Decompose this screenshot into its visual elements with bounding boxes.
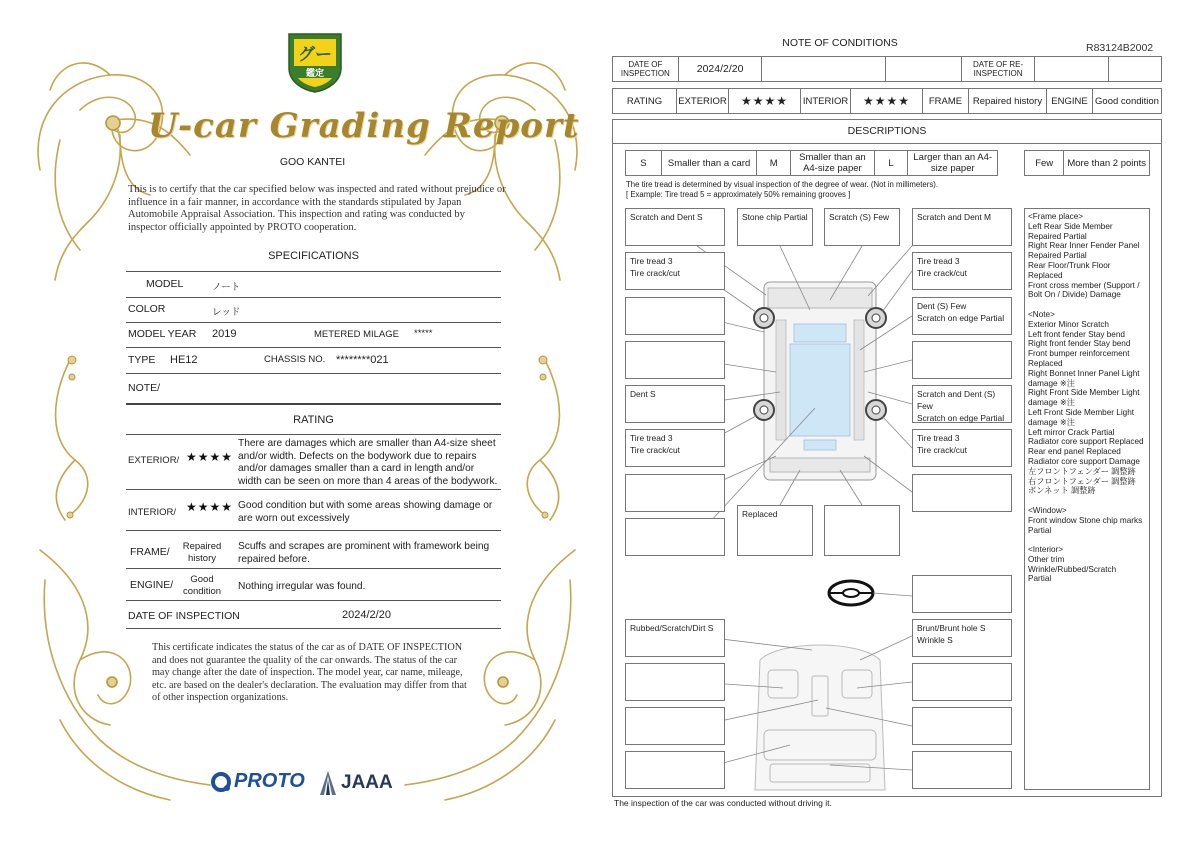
condition-box-front-left-tire: Tire tread 3 Tire crack/cut	[625, 252, 725, 290]
chassis-label: CHASSIS NO.	[264, 354, 326, 365]
condition-box-left-3	[625, 297, 725, 335]
badge-text: グー	[298, 45, 332, 64]
condition-box-right-7	[912, 474, 1012, 512]
condition-box-steering	[912, 575, 1012, 613]
exterior-label: EXTERIOR/	[128, 455, 180, 466]
legend-few-desc: More than 2 points	[1067, 157, 1147, 169]
condition-box-rear-panel: Replaced	[737, 505, 813, 556]
rating-heading: RATING	[293, 414, 334, 426]
model-value: ノート	[212, 282, 241, 293]
condition-box-left-door: Dent S	[625, 385, 725, 423]
exterior-description: There are damages which are smaller than A4-size sheet and/or width. Defects on the bodywork due to repairs and/or damages smaller than a card in length and/or width can be seen on more than 4 areas of the bodywork.	[238, 438, 498, 487]
condition-box-interior-left-3	[625, 707, 725, 745]
report-subtitle: GOO KANTEI	[279, 156, 346, 168]
color-value: レッド	[212, 307, 241, 318]
engine-header: ENGINE	[1047, 89, 1093, 113]
exterior-stars: ★★★★	[186, 450, 234, 464]
frame-label: FRAME/	[130, 546, 170, 558]
condition-box-interior-front-right: Brunt/Brunt hole S Wrinkle S	[912, 619, 1012, 657]
badge-subtext: 鑑定	[305, 68, 324, 78]
exterior-header: EXTERIOR	[677, 89, 729, 113]
date-of-inspection-cell: 2024/2/20	[679, 57, 763, 81]
certification-statement: This is to certify that the car specified below was inspected and rated without prejudice or influence in a fair manner, in accordance with the standards stipulated by Japan Automobile Appraisal Association. This inspection and rating was conducted by inspector officially appointed by PROTO cooperation.	[128, 184, 506, 233]
interior-stars-cell: ★★★★	[851, 89, 923, 113]
interior-header: INTERIOR	[801, 89, 851, 113]
descriptions-heading: DESCRIPTIONS	[847, 125, 927, 137]
condition-box-left-7	[625, 474, 725, 512]
exterior-stars-cell: ★★★★	[729, 89, 801, 113]
condition-box-interior-right-4	[912, 751, 1012, 789]
report-id: R83124B2002	[1086, 42, 1154, 54]
condition-box-right-door: Scratch and Dent (S) Few Scratch on edge Partial	[912, 385, 1012, 423]
engine-description: Nothing irregular was found.	[238, 581, 366, 592]
report-title: U-car Grading Report	[148, 106, 580, 146]
condition-box-rear-right-tire: Tire tread 3 Tire crack/cut	[912, 429, 1012, 467]
frame-header: FRAME	[923, 89, 969, 113]
notes-panel	[1024, 208, 1150, 790]
model-label: MODEL	[146, 278, 184, 290]
model-year-label: MODEL YEAR	[128, 328, 197, 340]
condition-box-interior-right-3	[912, 707, 1012, 745]
chassis-value: ********021	[336, 354, 389, 366]
note-label: NOTE/	[128, 382, 161, 394]
metered-mileage-label: METERED MILAGE	[314, 329, 399, 340]
type-value: HE12	[170, 354, 198, 366]
no-driving-footer: The inspection of the car was conducted without driving it.	[614, 798, 832, 808]
date-of-reinspection-header: DATE OF RE-INSPECTION	[962, 57, 1036, 81]
interior-stars: ★★★★	[186, 500, 234, 514]
condition-box-interior-left-2	[625, 663, 725, 701]
interior-label: INTERIOR/	[128, 507, 177, 518]
frame-value-cell: Repaired history	[969, 89, 1047, 113]
legend-m: M	[757, 151, 791, 175]
steering-wheel-icon	[829, 581, 873, 605]
metered-mileage-value: *****	[414, 328, 433, 339]
rating-header: RATING	[613, 89, 677, 113]
color-label: COLOR	[128, 303, 166, 315]
proto-logo-text: PROTO	[234, 770, 305, 792]
condition-box-windshield: Stone chip Partial	[737, 208, 813, 246]
engine-label: ENGINE/	[130, 579, 174, 591]
legend-s-desc: Smaller than a card	[662, 151, 757, 175]
specifications-heading: SPECIFICATIONS	[268, 250, 359, 262]
condition-box-left-8	[625, 518, 725, 556]
condition-box-left-4	[625, 341, 725, 379]
condition-box-right-fender: Dent (S) Few Scratch on edge Partial	[912, 297, 1012, 335]
notes-panel-text: <Frame place> Left Rear Side Member Repaired Partial Right Rear Inner Fender Panel Repaired Partial Rear Floor/Trunk Floor Replaced Front cross member (Support / Bolt On / Divide) Damage <Note> Exterior Minor Scratch Left front fender Stay bend Right front fender Stay bend Front bumper reinforcement Replaced Right Bonnet Inner Panel Light damage ※注 Right Front Side Member Light damage ※注 Left Front Side Member Light damage ※注 Left mirror Crack Partial Radiator core support Replaced Rear end panel Replaced Radiator core support Damage 左フロントフェンダー 調整跡 右フロントフェンダー 調整跡 ボンネット 調整跡 <Window> Front window Stone chip marks Partial <Interior> Other trim Wrinkle/Rubbed/Scratch Partial	[1028, 212, 1144, 584]
date-of-inspection-header: DATE OF INSPECTION	[613, 57, 679, 81]
jaaa-logo-text: JAAA	[341, 772, 393, 793]
note-title: NOTE OF CONDITIONS	[782, 37, 898, 49]
date-of-inspection-label: DATE OF INSPECTION	[128, 610, 240, 622]
frame-description: Scuffs and scrapes are prominent with framework being repaired before.	[238, 541, 490, 565]
condition-box-interior-left-4	[625, 751, 725, 789]
legend-l-desc: Larger than an A4-size paper	[913, 152, 993, 174]
condition-box-front-right: Scratch and Dent M	[912, 208, 1012, 246]
type-label: TYPE	[128, 354, 156, 366]
condition-box-front-left: Scratch and Dent S	[625, 208, 725, 246]
legend-l: L	[875, 151, 909, 175]
condition-box-front-right-tire: Tire tread 3 Tire crack/cut	[912, 252, 1012, 290]
model-year-value: 2019	[212, 328, 237, 340]
tire-tread-note: The tire tread is determined by visual inspection of the degree of wear. (Not in millimeters).	[626, 180, 939, 189]
tire-tread-example: [ Example: Tire tread 5 = approximately 50% remaining grooves ]	[626, 190, 851, 199]
car-top-view-icon	[754, 282, 886, 480]
legend-few: Few	[1025, 151, 1064, 175]
engine-value-cell: Good condition	[1095, 95, 1159, 107]
condition-box-rear-left-tire: Tire tread 3 Tire crack/cut	[625, 429, 725, 467]
date-of-inspection-value: 2024/2/20	[342, 609, 391, 621]
engine-value: Good condition	[182, 574, 222, 597]
condition-box-bonnet: Scratch (S) Few	[824, 208, 900, 246]
legend-s: S	[626, 151, 662, 175]
legend-m-desc: Smaller than an A4-size paper	[791, 151, 875, 175]
condition-box-rear-bumper	[824, 505, 900, 556]
condition-box-interior-right-2	[912, 663, 1012, 701]
certificate-footer-note: This certificate indicates the status of the car as of DATE OF INSPECTION and does not guarantee the quality of the car onwards. The status of the car may change after the date of inspection. The model year, car name, mileage, etc. are based on the dealer's declaration. The evaluation may differ from that of other inspection organizations.	[152, 642, 467, 703]
interior-description: Good condition but with some areas showing damage or are worn out excessively	[238, 500, 493, 524]
condition-box-interior-front-left: Rubbed/Scratch/Dirt S	[625, 619, 725, 657]
frame-value: Repaired history	[182, 541, 222, 564]
car-interior-view-icon	[755, 645, 885, 790]
condition-box-right-4	[912, 341, 1012, 379]
